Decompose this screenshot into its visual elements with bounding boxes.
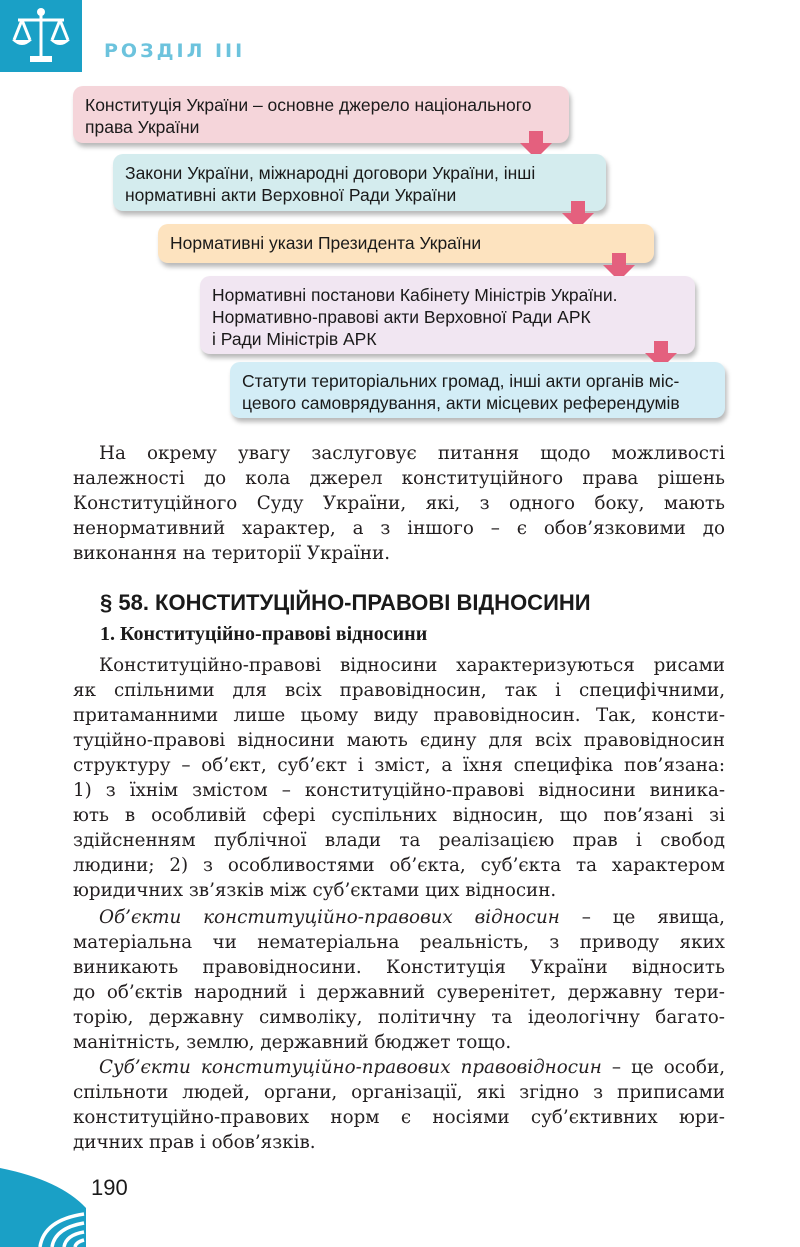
text-line: належності до кола джерел конституційного права рішень xyxy=(73,468,725,489)
text-line: притаманними лише цьому виду правовідносин. Так, консти- xyxy=(73,705,725,726)
box-line: права України xyxy=(85,117,200,137)
text-line: юридичних зв’язків між суб’єктами цих відносин. xyxy=(73,880,557,901)
box-line: нормативні акти Верховної Ради України xyxy=(125,185,457,205)
section-subheading: 1. Конституційно-правові відносини xyxy=(100,623,428,645)
text-line: манітність, землю, державний бюджет тощо. xyxy=(73,1032,512,1053)
intro-paragraph xyxy=(73,441,725,566)
section-heading: § 58. КОНСТИТУЦІЙНО-ПРАВОВІ ВІДНОСИНИ xyxy=(100,590,591,615)
text-line xyxy=(73,905,725,930)
hierarchy-box-constitution xyxy=(73,86,569,143)
paragraph-1 xyxy=(73,653,725,903)
text-line: конституційно-правових норм є носіями суб’єктивних юри- xyxy=(73,1107,725,1128)
term-objects: Об’єкти конституційно-правових відносин xyxy=(99,907,560,928)
box-line: Нормативні постанови Кабінету Міністрів України. xyxy=(212,285,618,305)
box-line: цевого самоврядування, акти місцевих референдумів xyxy=(242,393,680,413)
text-line xyxy=(73,1055,725,1080)
text-line: матеріальна чи нематеріальна реальність, з приводу яких xyxy=(73,932,725,953)
paragraph-3 xyxy=(73,1055,725,1155)
box-line: Конституція України – основне джерело національного xyxy=(85,95,532,115)
wave-lines-icon xyxy=(0,1168,86,1247)
text-line: спільноти людей, органи, організації, які згідно з приписами xyxy=(73,1082,725,1103)
text-line: здійсненням публічної влади та реалізацією прав і свобод xyxy=(73,830,725,851)
text-line: Конституційного Суду України, які, з одного боку, мають xyxy=(73,493,725,514)
text-line: до об’єктів народний і державний суверенітет, державну тери- xyxy=(73,982,725,1003)
text-line: На окрему увагу заслуговує питання щодо можливості xyxy=(99,443,725,464)
box-line: і Ради Міністрів АРК xyxy=(212,329,377,349)
hierarchy-box-local-acts xyxy=(230,362,725,418)
text-fragment: – це особи, xyxy=(601,1057,726,1078)
term-subjects: Суб’єкти конституційно-правових правовідносин xyxy=(99,1057,602,1078)
header-block xyxy=(0,0,82,72)
hierarchy-box-decrees xyxy=(158,224,654,263)
text-line: ють в особливій сфері суспільних відносин, що пов’язані зі xyxy=(73,805,725,826)
text-line: Конституційно-правові відносини характеризуються рисами xyxy=(99,655,725,676)
section-label: РОЗДІЛ ІІІ xyxy=(104,40,246,62)
text-line: як спільними для всіх правовідносин, так і специфічними, xyxy=(73,680,725,701)
text-line: туційно-правові відносини мають єдину для всіх правовідносин xyxy=(73,730,725,751)
hierarchy-box-resolutions xyxy=(200,276,695,354)
hierarchy-box-laws xyxy=(113,154,606,211)
box-line: Статути територіальних громад, інші акти органів міс- xyxy=(242,371,680,391)
scales-icon xyxy=(10,6,72,66)
text-line: виконання на території України. xyxy=(73,543,391,564)
text-line: дичних прав і обов’язків. xyxy=(73,1132,316,1153)
text-line: людини; 2) з особливостями об’єкта, суб’єкта та характером xyxy=(73,855,725,876)
text-line: торію, державну символіку, політичну та ідеологічну багато- xyxy=(73,1007,725,1028)
text-line: структуру – об’єкт, суб’єкт і зміст, а їхня специфіка пов’язана: xyxy=(73,755,725,776)
page-number: 190 xyxy=(91,1175,128,1200)
paragraph-2 xyxy=(73,905,725,1055)
text-line: ненормативний характер, а з іншого – є обов’язковими до xyxy=(73,518,725,539)
box-line: Закони України, міжнародні договори України, інші xyxy=(125,163,536,183)
text-line: 1) з їхнім змістом – конституційно-правові відносини виника- xyxy=(73,780,725,801)
box-line: Нормативно-правові акти Верховної Ради АРК xyxy=(212,307,591,327)
box-line: Нормативні укази Президента України xyxy=(170,233,482,253)
text-line: виникають правовідносини. Конституція України відносить xyxy=(73,957,725,978)
text-fragment: – це явища, xyxy=(559,907,725,928)
